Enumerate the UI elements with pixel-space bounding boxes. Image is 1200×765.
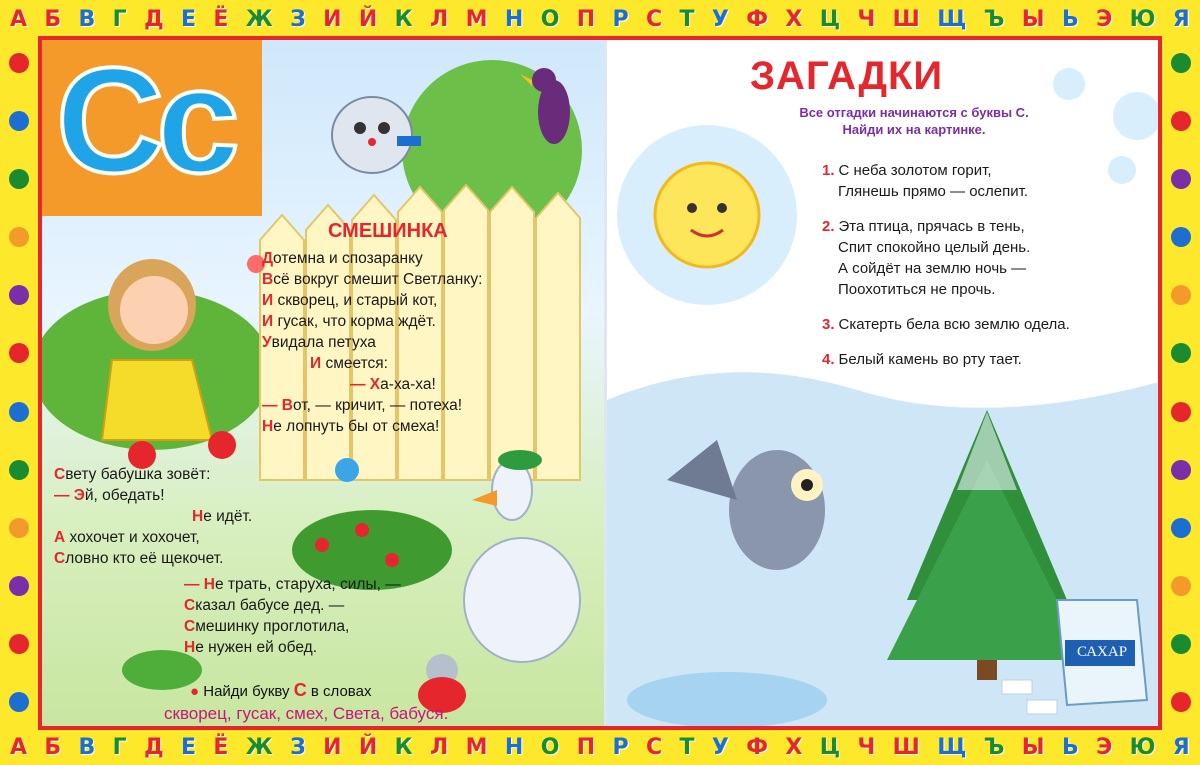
poem-line bbox=[184, 595, 401, 616]
alphabet-letter: Ь bbox=[1061, 6, 1079, 32]
poem-line bbox=[184, 637, 401, 658]
poem-line-initial: Н bbox=[262, 418, 274, 435]
alphabet-letter: Ы bbox=[1021, 6, 1045, 32]
alphabet-letter: В bbox=[78, 734, 96, 760]
alphabet-letter: Н bbox=[504, 6, 524, 32]
riddle-line bbox=[822, 237, 1070, 258]
poem-line bbox=[262, 353, 482, 374]
alphabet-letter: Х bbox=[785, 6, 803, 32]
alphabet-letter: Ю bbox=[1129, 734, 1156, 760]
poem-line-text: е трать, старуха, силы, — bbox=[215, 576, 401, 593]
poem-line bbox=[262, 332, 482, 353]
riddle-text: Поохотиться не прочь. bbox=[838, 281, 996, 298]
alphabet-border-top bbox=[0, 2, 1200, 36]
alphabet-letter: И bbox=[323, 6, 342, 32]
alphabet-letter: Щ bbox=[937, 734, 967, 760]
riddle-item bbox=[822, 314, 1070, 335]
poem-line-initial: И bbox=[310, 355, 322, 372]
poem-line-text: гусак, что корма ждёт. bbox=[273, 313, 436, 330]
alphabet-letter: П bbox=[576, 6, 596, 32]
alphabet-letter: К bbox=[394, 6, 413, 32]
riddle-number: 3. bbox=[822, 316, 835, 333]
riddle-item bbox=[822, 216, 1070, 300]
find-letter-prompt: ● Найди букву С в словах bbox=[190, 680, 372, 700]
alphabet-letter: Л bbox=[430, 6, 449, 32]
poem-line bbox=[262, 374, 482, 395]
alphabet-border-bottom bbox=[0, 730, 1200, 764]
riddle-number: 4. bbox=[822, 351, 835, 368]
poem-line-text: скворец, и старый кот, bbox=[273, 292, 438, 309]
riddle-text: Скатерть бела всю землю одела. bbox=[838, 316, 1070, 333]
alphabet-letter: З bbox=[290, 6, 306, 32]
poem-line-text: е лопнуть бы от смеха! bbox=[273, 418, 440, 435]
alphabet-letter: Ю bbox=[1129, 6, 1156, 32]
alphabet-letter: Й bbox=[358, 734, 378, 760]
riddle-number: 1. bbox=[822, 162, 835, 179]
alphabet-letter: В bbox=[78, 6, 96, 32]
alphabet-letter: Б bbox=[44, 6, 62, 32]
riddles-subtitle: Все отгадки начинаются с буквы С. Найди их на картинке. bbox=[799, 105, 1029, 137]
poem-line-text: вету бабушка зовёт: bbox=[65, 466, 211, 483]
poem-line-text: отемна и спозаранку bbox=[273, 250, 423, 267]
poem-line bbox=[54, 506, 252, 527]
poem-line-initial: С bbox=[54, 466, 66, 483]
alphabet-letter: Г bbox=[112, 6, 127, 32]
riddle-line bbox=[822, 181, 1070, 202]
left-border-decoration bbox=[4, 34, 34, 731]
right-border-decoration bbox=[1166, 34, 1196, 731]
poem-line-initial: И bbox=[262, 313, 274, 330]
poem-stanza-2 bbox=[54, 464, 252, 569]
alphabet-letter: У bbox=[711, 6, 729, 32]
alphabet-letter: С bbox=[646, 734, 663, 760]
poem-line-text: е идёт. bbox=[203, 508, 253, 525]
poem-line-initial: — Н bbox=[184, 576, 215, 593]
alphabet-letter: Г bbox=[112, 734, 127, 760]
alphabet-letter: Э bbox=[1096, 6, 1113, 32]
poem-line bbox=[184, 616, 401, 637]
find-letter-words: скворец, гусак, смех, Света, бабуся. bbox=[164, 704, 449, 723]
riddle-line bbox=[822, 279, 1070, 300]
alphabet-letter: Т bbox=[679, 734, 695, 760]
alphabet-letter: Й bbox=[358, 6, 378, 32]
poem-line bbox=[262, 248, 482, 269]
poem-line bbox=[262, 311, 482, 332]
riddle-text: А сойдёт на землю ночь — bbox=[838, 260, 1027, 277]
sun-illustration bbox=[617, 125, 797, 305]
riddle-number: 2. bbox=[822, 218, 835, 235]
poem-line bbox=[262, 269, 482, 290]
alphabet-letter: Н bbox=[504, 734, 524, 760]
riddle-item bbox=[822, 349, 1070, 370]
alphabet-letter: Ч bbox=[857, 734, 876, 760]
alphabet-letter: Ё bbox=[213, 734, 229, 760]
poem-line-initial: И bbox=[262, 292, 274, 309]
alphabet-letter: Щ bbox=[937, 6, 967, 32]
alphabet-letter: М bbox=[465, 734, 488, 760]
alphabet-letter: У bbox=[711, 734, 729, 760]
alphabet-letter: Е bbox=[181, 734, 197, 760]
alphabet-letter: Я bbox=[1172, 6, 1190, 32]
alphabet-letter: Ъ bbox=[983, 734, 1005, 760]
poem-line-initial: С bbox=[54, 550, 66, 567]
alphabet-letter: К bbox=[394, 734, 413, 760]
alphabet-letter: Э bbox=[1096, 734, 1113, 760]
sugar-label: САХАР bbox=[1076, 644, 1128, 660]
poem-line-text: а-ха-ха! bbox=[380, 376, 436, 393]
poem-line-initial: — В bbox=[262, 397, 293, 414]
riddles-list bbox=[822, 160, 1070, 384]
poem-line bbox=[184, 574, 401, 595]
alphabet-letter: Ф bbox=[746, 6, 769, 32]
riddle-text: С неба золотом горит, bbox=[838, 162, 992, 179]
alphabet-letter: А bbox=[10, 6, 28, 32]
alphabet-letter: Я bbox=[1172, 734, 1190, 760]
goose-illustration bbox=[464, 450, 580, 662]
poem-line bbox=[54, 548, 252, 569]
riddle-line bbox=[822, 258, 1070, 279]
poem-stanza-1 bbox=[262, 248, 482, 437]
poem-line-text: е нужен ей обед. bbox=[195, 639, 318, 656]
poem-line-text: смеется: bbox=[321, 355, 388, 372]
poem-line bbox=[262, 395, 482, 416]
poem-line-initial: — Э bbox=[54, 487, 85, 504]
poem-line-initial: Д bbox=[262, 250, 274, 267]
alphabet-letter: Р bbox=[612, 734, 629, 760]
poem-line-text: й, обедать! bbox=[84, 487, 165, 504]
poem-line-initial: С bbox=[184, 597, 196, 614]
poem-line-initial: — Х bbox=[350, 376, 381, 393]
alphabet-letter: О bbox=[540, 734, 560, 760]
riddle-line bbox=[822, 216, 1070, 237]
alphabet-letter: Х bbox=[785, 734, 803, 760]
poem-line-text: казал бабусе дед. — bbox=[195, 597, 345, 614]
alphabet-letter: Ъ bbox=[983, 6, 1005, 32]
alphabet-letter: Ж bbox=[245, 6, 273, 32]
poem-line bbox=[262, 416, 482, 437]
alphabet-letter: Ё bbox=[213, 6, 229, 32]
right-page-illustration bbox=[607, 40, 1162, 730]
alphabet-letter: Л bbox=[430, 734, 449, 760]
poem-line-initial: Н bbox=[192, 508, 204, 525]
riddles-title: ЗАГАДКИ bbox=[750, 54, 944, 98]
poem-line-initial: А bbox=[54, 529, 66, 546]
alphabet-letter: Ш bbox=[892, 6, 920, 32]
riddle-text: Спит спокойно целый день. bbox=[838, 239, 1031, 256]
poem-line-text: видала петуха bbox=[271, 334, 376, 351]
alphabet-letter: И bbox=[323, 734, 342, 760]
riddle-text: Эта птица, прячась в тень, bbox=[838, 218, 1025, 235]
poem-stanza-3 bbox=[184, 574, 401, 658]
poem-line-text: мешинку проглотила, bbox=[195, 618, 350, 635]
poem-line-initial: В bbox=[262, 271, 274, 288]
alphabet-letter: Ф bbox=[746, 734, 769, 760]
alphabet-letter: Ч bbox=[857, 6, 876, 32]
alphabet-letter: Ы bbox=[1021, 734, 1045, 760]
riddle-line bbox=[822, 349, 1070, 370]
alphabet-letter: Б bbox=[44, 734, 62, 760]
poem-line-text: хохочет и хохочет, bbox=[65, 529, 200, 546]
alphabet-letter: Р bbox=[612, 6, 629, 32]
big-letter-cc: Сс bbox=[56, 36, 234, 204]
poem-line bbox=[262, 290, 482, 311]
poem-title: СМЕШИНКА bbox=[328, 220, 448, 242]
poem-line-text: ловно кто её щекочет. bbox=[65, 550, 224, 567]
alphabet-letter: Ь bbox=[1061, 734, 1079, 760]
alphabet-letter: Ж bbox=[245, 734, 273, 760]
poem-line-initial: Н bbox=[184, 639, 196, 656]
poem-line bbox=[54, 527, 252, 548]
alphabet-letter: П bbox=[576, 734, 596, 760]
poem-line-text: сё вокруг смешит Светланку: bbox=[273, 271, 483, 288]
alphabet-letter: Ш bbox=[892, 734, 920, 760]
poem-line-initial: С bbox=[184, 618, 196, 635]
riddle-text: Белый камень во рту тает. bbox=[838, 351, 1022, 368]
poem-line-text: от, — кричит, — потеха! bbox=[293, 397, 463, 414]
alphabet-letter: Д bbox=[144, 6, 164, 32]
alphabet-letter: О bbox=[540, 6, 560, 32]
alphabet-letter: А bbox=[10, 734, 28, 760]
poem-line-initial: У bbox=[262, 334, 272, 351]
alphabet-letter: З bbox=[290, 734, 306, 760]
riddle-line bbox=[822, 314, 1070, 335]
alphabet-letter: Т bbox=[679, 6, 695, 32]
riddle-line bbox=[822, 160, 1070, 181]
book-pages bbox=[38, 36, 1162, 730]
poem-line bbox=[54, 464, 252, 485]
riddle-item bbox=[822, 160, 1070, 202]
alphabet-letter: Ц bbox=[819, 734, 841, 760]
alphabet-letter: Ц bbox=[819, 6, 841, 32]
riddle-text: Глянешь прямо — ослепит. bbox=[838, 183, 1029, 200]
alphabet-letter: С bbox=[646, 6, 663, 32]
poem-line bbox=[54, 485, 252, 506]
alphabet-letter: М bbox=[465, 6, 488, 32]
alphabet-letter: Е bbox=[181, 6, 197, 32]
alphabet-letter: Д bbox=[144, 734, 164, 760]
